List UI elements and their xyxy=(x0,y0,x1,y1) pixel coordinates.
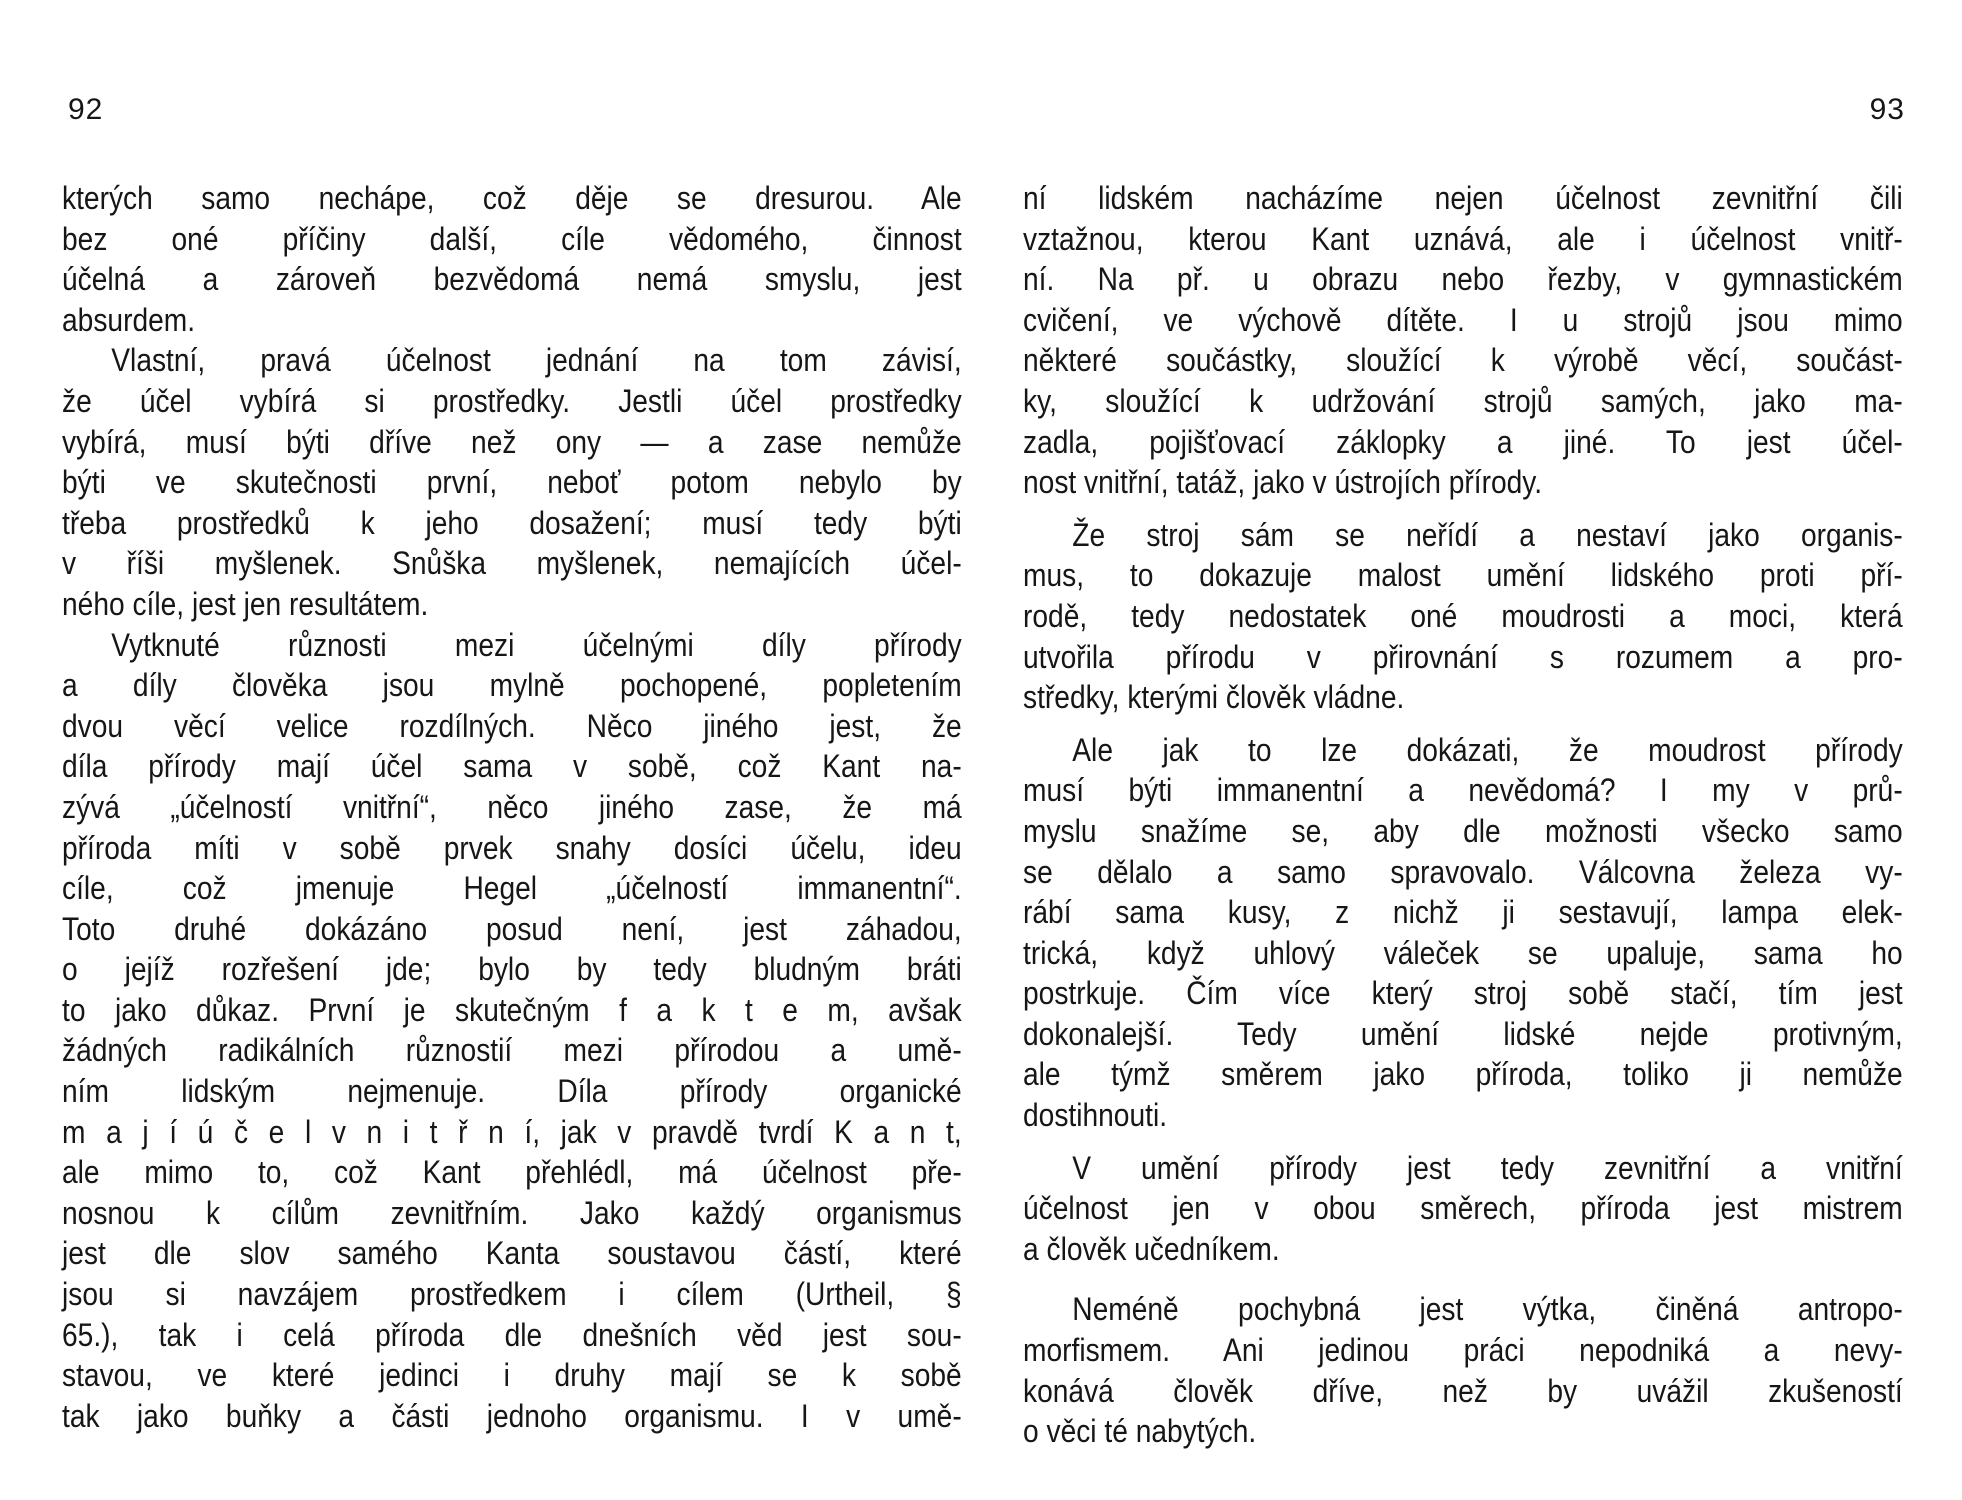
text-line: Vlastní, pravá účelnost jednání na tom závisí, xyxy=(111,342,962,379)
text-line: účelná a zároveň bezvědomá nemá smyslu, jest xyxy=(62,261,962,298)
text-line: Že stroj sám se neřídí a nestaví jako organis- xyxy=(1072,516,1903,553)
text-line: Vytknuté různosti mezi účelnými díly přírody xyxy=(111,626,962,663)
text-line: konává člověk dříve, než by uvážil zkušeností xyxy=(1023,1372,1903,1409)
text-line: a díly člověka jsou mylně pochopené, popletením xyxy=(62,667,962,704)
text-line: jsou si navzájem prostředkem i cílem (Urtheil, § xyxy=(62,1276,962,1313)
text-line: ky, sloužící k udržování strojů samých, jako ma- xyxy=(1023,382,1903,419)
text-line: ného cíle, jest jen resultátem. xyxy=(62,585,429,622)
text-line: dostihnouti. xyxy=(1023,1097,1168,1134)
text-line: býti ve skutečnosti první, neboť potom nebylo by xyxy=(62,464,962,501)
text-line: kterých samo nechápe, což děje se dresurou. Ale xyxy=(62,180,962,216)
text-line: ním lidským nejmenuje. Díla přírody organické xyxy=(62,1073,962,1110)
text-line: V umění přírody jest tedy zevnitřní a vnitřní xyxy=(1072,1149,1903,1186)
text-line: v říši myšlenek. Snůška myšlenek, nemajících účel- xyxy=(62,545,962,582)
text-line: Ale jak to lze dokázati, že moudrost přírody xyxy=(1072,731,1903,768)
text-line: postrkuje. Čím více který stroj sobě stačí, tím jest xyxy=(1023,975,1903,1012)
text-line: o jejíž rozřešení jde; bylo by tedy bludným bráti xyxy=(62,951,962,988)
text-line: díla přírody mají účel sama v sobě, což Kant na- xyxy=(62,748,962,785)
text-line: zývá „účelností vnitřní“, něco jiného zase, že má xyxy=(62,788,962,825)
text-line: vztažnou, kterou Kant uznává, ale i účelnost vnitř- xyxy=(1023,220,1903,257)
right-page xyxy=(1023,0,1923,1500)
text-line: cíle, což jmenuje Hegel „účelností immanentní“. xyxy=(62,870,962,907)
text-line: morfismem. Ani jedinou práci nepodniká a nevy- xyxy=(1023,1332,1903,1369)
text-line: rodě, tedy nedostatek oné moudrosti a moci, která xyxy=(1023,597,1903,634)
text-line: mus, to dokazuje malost umění lidského proti pří- xyxy=(1023,557,1903,594)
text-line: se dělalo a samo spravovalo. Válcovna železa vy- xyxy=(1023,853,1903,890)
text-line: to jako důkaz. První je skutečným f a k t e m, avšak xyxy=(62,991,962,1028)
text-line: zadla, pojišťovací záklopky a jiné. To jest účel- xyxy=(1023,423,1903,460)
right-page-text xyxy=(1023,178,1903,1452)
left-page-text xyxy=(62,178,962,1436)
text-line: některé součástky, sloužící k výrobě věcí, součást- xyxy=(1023,342,1903,379)
text-line: třeba prostředků k jeho dosažení; musí tedy býti xyxy=(62,504,962,541)
text-line: musí býti immanentní a nevědomá? I my v prů- xyxy=(1023,772,1903,809)
text-line: ní lidském nacházíme nejen účelnost zevnitřní čili xyxy=(1023,180,1903,216)
page-number-right: 93 xyxy=(1869,93,1905,126)
text-line: vybírá, musí býti dříve než ony — a zase nemůže xyxy=(62,423,962,460)
text-line: cvičení, ve výchově dítěte. I u strojů jsou mimo xyxy=(1023,301,1903,338)
text-line: rábí sama kusy, z nichž ji sestavují, lampa elek- xyxy=(1023,894,1903,931)
text-line: absurdem. xyxy=(62,301,196,338)
text-line: žádných radikálních různostií mezi přírodou a umě- xyxy=(62,1032,962,1069)
text-line: trická, když uhlový váleček se upaluje, sama ho xyxy=(1023,934,1903,971)
text-line: účelnost jen v obou směrech, příroda jest mistrem xyxy=(1023,1190,1903,1227)
text-line: m a j í ú č e l v n i t ř n í, jak v pravdě tvrdí K a n t, xyxy=(62,1113,962,1150)
text-line: 65.), tak i celá příroda dle dnešních věd jest sou- xyxy=(62,1316,962,1353)
text-line: o věci té nabytých. xyxy=(1023,1413,1257,1450)
text-line: ní. Na př. u obrazu nebo řezby, v gymnastickém xyxy=(1023,261,1903,298)
text-line: středky, kterými člověk vládne. xyxy=(1023,679,1405,716)
text-line: že účel vybírá si prostředky. Jestli účel prostředky xyxy=(62,382,962,419)
text-line: jest dle slov samého Kanta soustavou částí, které xyxy=(62,1235,962,1272)
text-line: a člověk učedníkem. xyxy=(1023,1230,1280,1267)
text-line: příroda míti v sobě prvek snahy dosíci účelu, ideu xyxy=(62,829,962,866)
page-number-left: 92 xyxy=(68,93,104,126)
left-page xyxy=(62,0,962,1500)
text-line: ale týmž směrem jako příroda, toliko ji nemůže xyxy=(1023,1056,1903,1093)
text-line: bez oné příčiny další, cíle vědomého, činnost xyxy=(62,220,962,257)
text-line: dokonalejší. Tedy umění lidské nejde protivným, xyxy=(1023,1015,1903,1052)
text-line: nosnou k cílům zevnitřním. Jako každý organismus xyxy=(62,1194,962,1231)
text-line: Toto druhé dokázáno posud není, jest záhadou, xyxy=(62,910,962,947)
text-line: nost vnitřní, tatáž, jako v ústrojích přírody. xyxy=(1023,464,1543,501)
text-line: utvořila přírodu v přirovnání s rozumem a pro- xyxy=(1023,638,1903,675)
text-line: tak jako buňky a části jednoho organismu. I v umě- xyxy=(62,1397,962,1434)
text-line: dvou věcí velice rozdílných. Něco jiného jest, že xyxy=(62,707,962,744)
text-line: myslu snažíme se, aby dle možnosti všecko samo xyxy=(1023,812,1903,849)
text-line: ale mimo to, což Kant přehlédl, má účelnost pře- xyxy=(62,1154,962,1191)
text-line: Neméně pochybná jest výtka, činěná antropo- xyxy=(1072,1291,1903,1328)
text-line: stavou, ve které jedinci i druhy mají se k sobě xyxy=(62,1357,962,1394)
